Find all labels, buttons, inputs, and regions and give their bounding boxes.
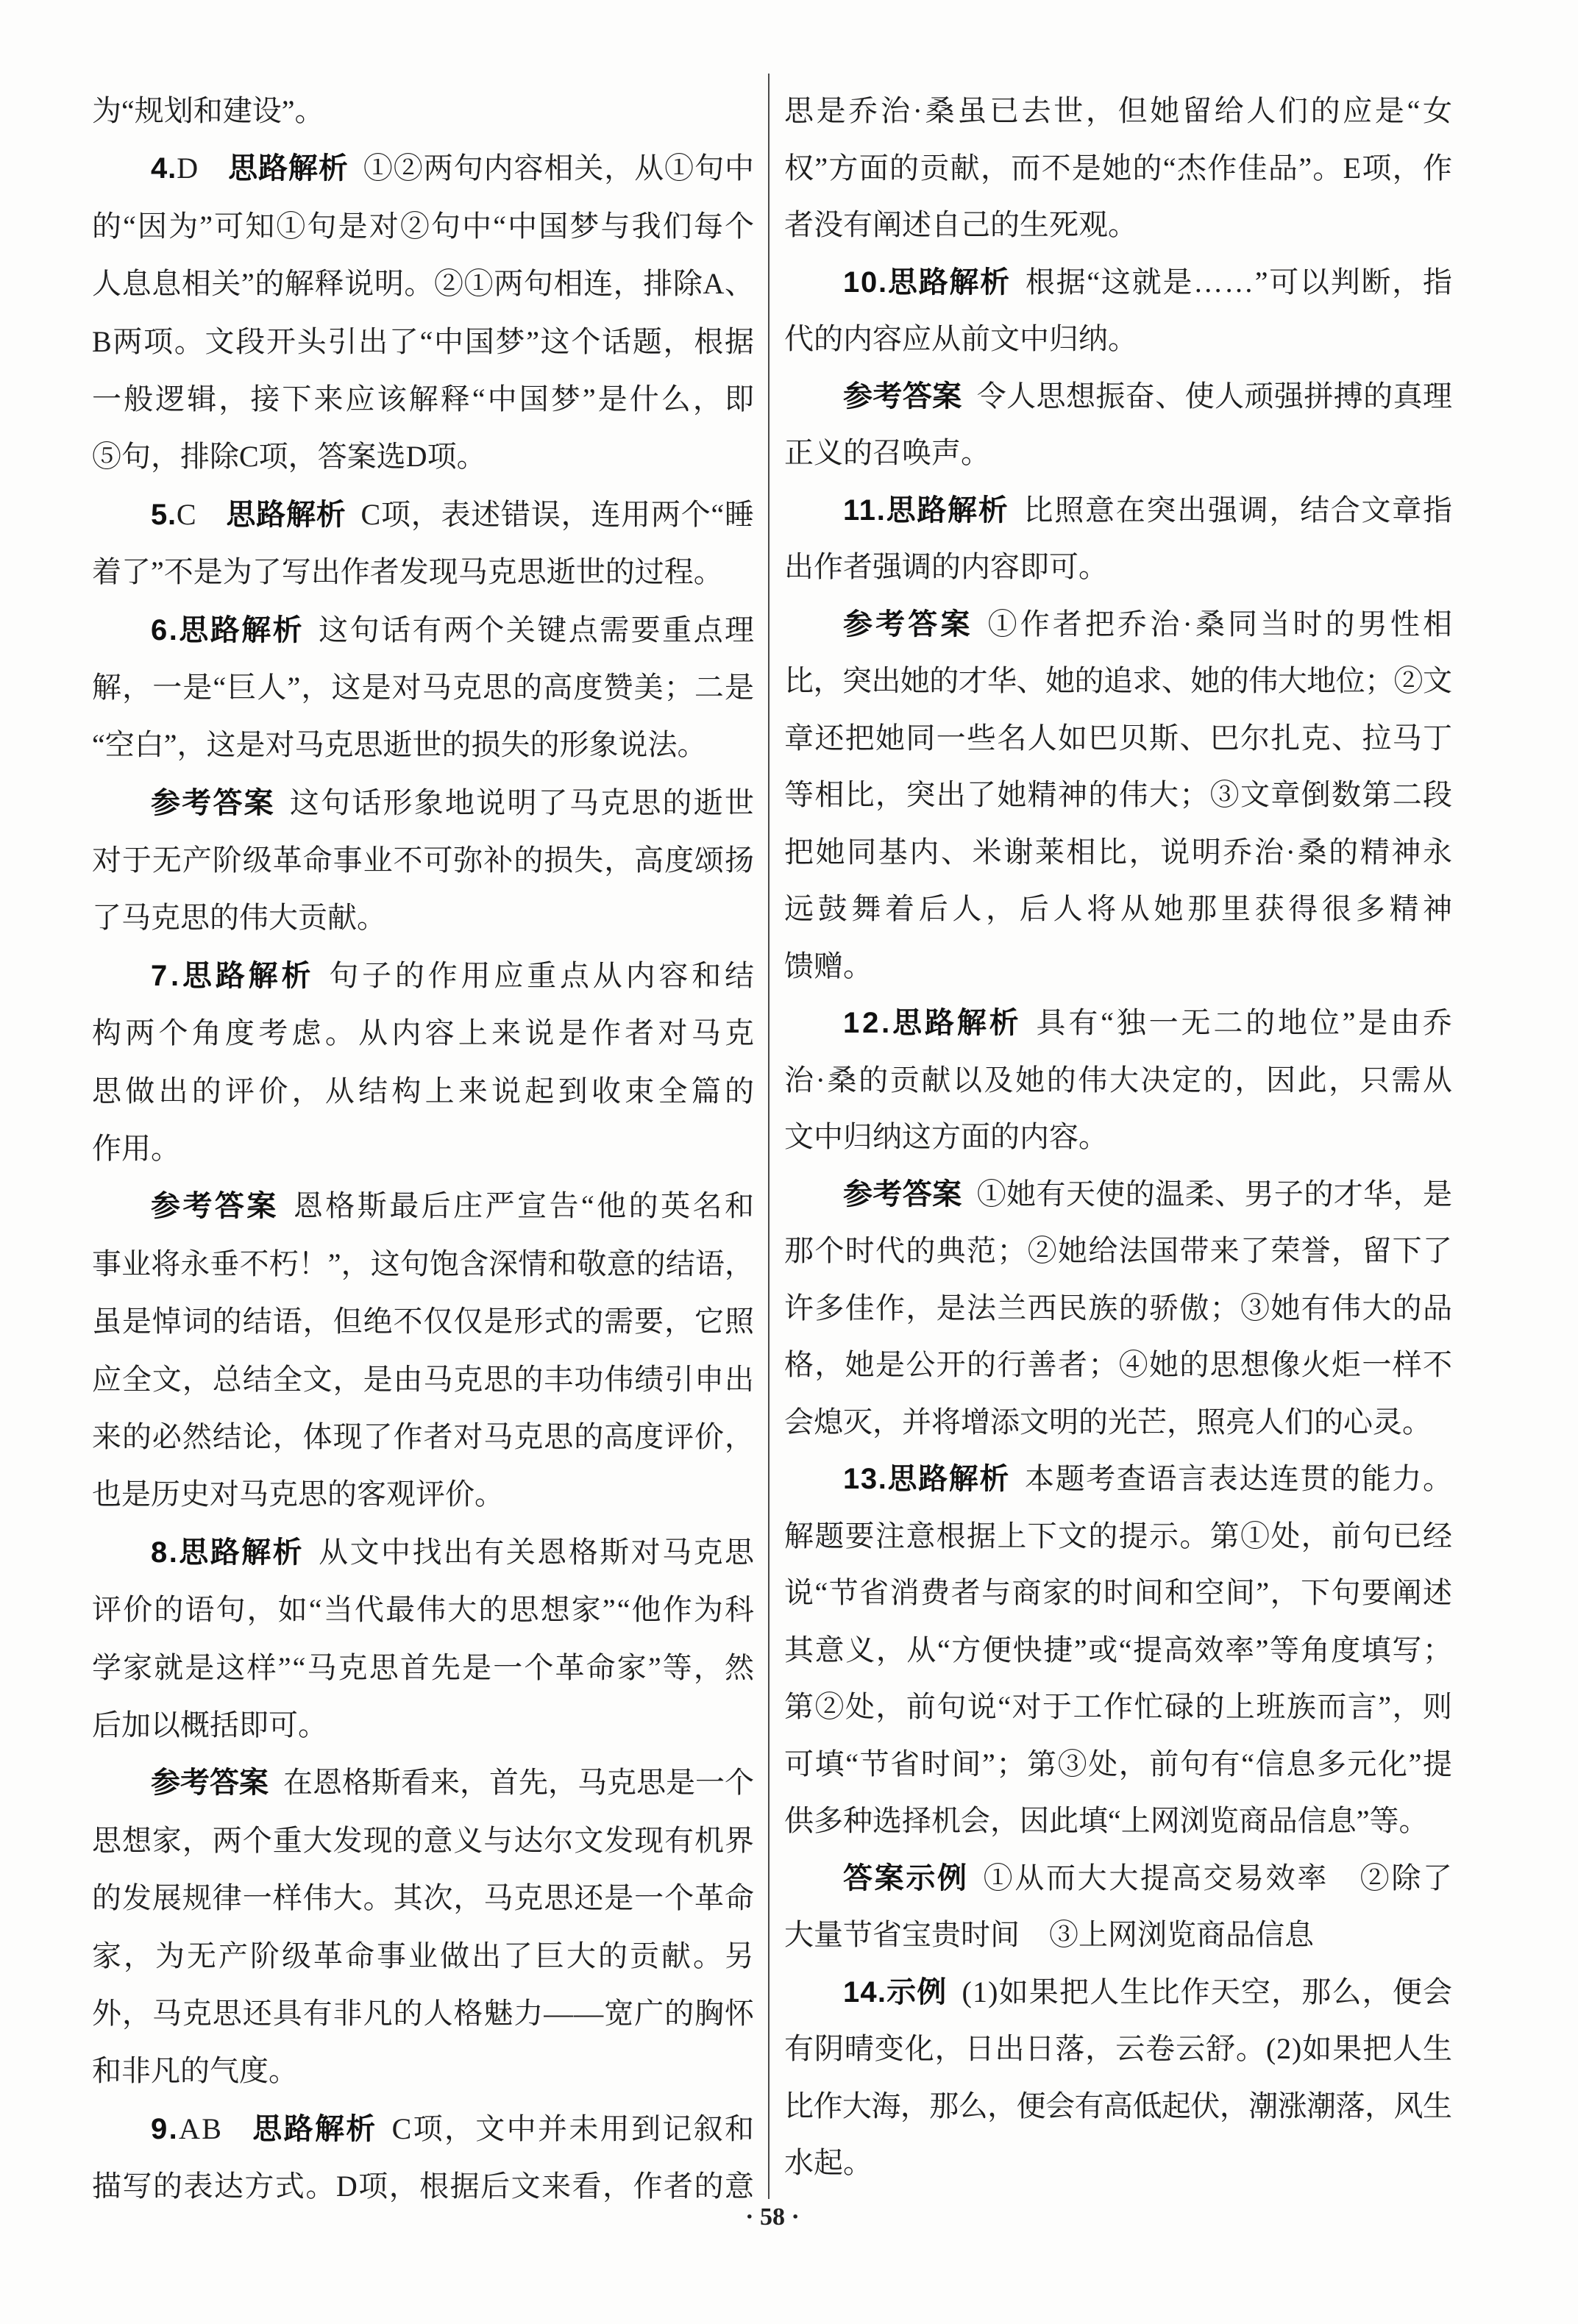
- text-run: C项，文中并未用到记叙和: [391, 2111, 756, 2145]
- line-text: [151, 486, 755, 543]
- text-run: 比，突出她的才华、她的追求、她的伟大地位；②文: [784, 664, 1452, 697]
- text-run: 的“因为”可知①句是对②句中“中国梦与我们每个: [92, 209, 756, 243]
- answer-paragraph: [92, 486, 754, 602]
- text-run: 学家就是这样”“马克思首先是一个革命家”等，然: [92, 1650, 756, 1684]
- section-label: 思路解析: [228, 152, 349, 185]
- line-text: [784, 310, 1137, 368]
- text-line: [92, 1236, 754, 1293]
- line-text: [92, 1985, 755, 2042]
- line-text: [784, 1336, 1453, 1394]
- text-line: [784, 824, 1452, 881]
- line-text: [92, 82, 324, 140]
- line-text: [92, 1005, 758, 1062]
- line-text: [92, 1639, 756, 1697]
- text-run: 有阴晴变化，日出日落，云卷云舒。(2)如果把人生: [784, 2032, 1453, 2065]
- answer-paragraph: [92, 1754, 754, 2100]
- text-run: “空白”，这是对马克思逝世的损失的形象说法。: [92, 728, 707, 762]
- text-line: [92, 1869, 754, 1927]
- answer-paragraph: [784, 482, 1452, 596]
- section-label: 思路解析: [179, 1536, 305, 1569]
- text-run: 远鼓舞着后人，后人将从她那里获得很多精神: [784, 892, 1457, 925]
- section-label: 参考答案: [151, 1767, 269, 1800]
- text-run: ①从而大大提高交易效率 ②除了: [983, 1861, 1454, 1895]
- text-run: 作用。: [92, 1132, 180, 1166]
- line-text: [92, 198, 756, 255]
- item-number: 11.: [843, 493, 886, 527]
- line-text: [784, 710, 1453, 767]
- text-run: 根据“这就是……”可以判断，指: [1025, 265, 1454, 299]
- text-run: 评价的语句，如“当代最伟大的思想家”“他作为科: [92, 1593, 756, 1627]
- line-text: [843, 596, 1455, 654]
- section-label: 思路解析: [887, 265, 1011, 299]
- text-run: 许多佳作，是法兰西民族的骄傲；③她有伟大的品: [784, 1291, 1454, 1325]
- text-line: [784, 1564, 1452, 1622]
- line-text: [92, 716, 707, 774]
- line-text: [151, 947, 758, 1005]
- line-text: [92, 659, 755, 716]
- text-line: [92, 428, 754, 485]
- section-label: 示例: [886, 1975, 948, 2008]
- text-run: 水起。: [784, 2146, 872, 2179]
- page-number: · 58 ·: [745, 2203, 800, 2231]
- line-text: [92, 1466, 504, 1523]
- item-number: 14.: [843, 1975, 887, 2008]
- text-line: [784, 994, 1455, 1052]
- text-line: [92, 1005, 758, 1062]
- section-label: 答案示例: [843, 1861, 969, 1895]
- line-text: [784, 1906, 1314, 1964]
- line-text: [784, 1508, 1453, 1565]
- text-run: 从文中找出有关恩格斯对马克思: [319, 1535, 756, 1569]
- text-line: [784, 254, 1452, 311]
- text-run: 把她同基内、米谢莱相比，说明乔治·桑的精神永: [784, 835, 1454, 869]
- text-line: [784, 1394, 1452, 1451]
- text-run: 应全文，总结全文，是由马克思的丰功伟绩引申出: [92, 1362, 755, 1396]
- line-text: [92, 428, 486, 485]
- text-line: [92, 486, 754, 543]
- text-line: [92, 889, 754, 947]
- line-text: [151, 1177, 756, 1235]
- text-line: [784, 1792, 1452, 1850]
- text-line: [784, 538, 1452, 596]
- line-text: [92, 1408, 755, 1466]
- line-text: [784, 196, 1137, 254]
- text-line: [784, 1280, 1452, 1337]
- text-line: [784, 1222, 1452, 1280]
- text-run: 思做出的评价，从结构上来说起到收束全篇的: [92, 1074, 758, 1108]
- answer-paragraph: [92, 774, 754, 947]
- text-line: [92, 1985, 754, 2042]
- line-text: [92, 1293, 755, 1350]
- text-run: 外，马克思还具有非凡的人格魅力——宽广的胸怀: [92, 1996, 755, 2030]
- answer-paragraph: [92, 140, 757, 485]
- text-run: 也是历史对马克思的客观评价。: [92, 1478, 504, 1511]
- line-text: [784, 1792, 1429, 1850]
- line-text: [784, 766, 1453, 824]
- text-run: 馈赠。: [784, 949, 872, 983]
- text-run: ⑤句，排除C项，答案选D项。: [92, 440, 486, 474]
- line-text: [784, 424, 990, 482]
- item-number: 10.: [843, 265, 888, 299]
- text-line: [92, 947, 758, 1005]
- text-run: 供多种选择机会，因此填“上网浏览商品信息”等。: [784, 1804, 1429, 1837]
- answer-paragraph: [92, 1177, 757, 1523]
- line-text: [843, 1450, 1454, 1508]
- text-line: [92, 1177, 757, 1235]
- text-run: 这句话有两个关键点需要重点理: [319, 613, 756, 646]
- text-line: [784, 2078, 1452, 2135]
- item-number: 13.: [843, 1463, 888, 1495]
- line-text: [151, 774, 756, 832]
- answer-paragraph: [784, 596, 1457, 995]
- text-line: [92, 716, 754, 774]
- text-line: [784, 368, 1452, 425]
- text-line: [784, 1108, 1452, 1166]
- section-label: 参考答案: [843, 1177, 962, 1211]
- text-line: [784, 2020, 1452, 2078]
- left-column: [92, 82, 758, 2215]
- section-label: 思路解析: [892, 1007, 1022, 1039]
- text-line: [92, 1120, 754, 1177]
- text-run: 文中归纳这方面的内容。: [784, 1120, 1108, 1153]
- choice-answer: AB: [179, 2111, 224, 2145]
- text-line: [92, 2158, 754, 2215]
- text-line: [784, 1964, 1452, 2021]
- section-label: 思路解析: [252, 2112, 377, 2145]
- text-run: 那个时代的典范；②她给法国带来了荣誉，留下了: [784, 1234, 1454, 1267]
- text-run: 章还把她同一些名人如巴贝斯、巴尔扎克、拉马丁: [784, 721, 1454, 755]
- text-line: [784, 482, 1452, 539]
- answer-paragraph: [92, 82, 754, 140]
- text-run: 为“规划和建设”。: [92, 94, 324, 127]
- text-run: 思想家，两个重大发现的意义与达尔文发现有机界: [92, 1823, 755, 1857]
- line-text: [843, 1850, 1454, 1908]
- line-text: [92, 313, 756, 371]
- text-run: 代的内容应从前文中归纳。: [784, 322, 1137, 355]
- text-line: [784, 1166, 1452, 1223]
- answer-paragraph: [784, 368, 1452, 482]
- text-line: [784, 1336, 1452, 1394]
- text-run: 虽是悼词的结语，但绝不仅仅是形式的需要，它照: [92, 1305, 755, 1339]
- line-text: [92, 2158, 755, 2215]
- text-run: 着了”不是为了写出作者发现马克思逝世的过程。: [92, 555, 723, 589]
- text-line: [92, 255, 754, 313]
- line-text: [151, 602, 756, 659]
- text-run: 本题考查语言表达连贯的能力。: [1024, 1462, 1454, 1495]
- text-run: 比照意在突出强调，结合文章指: [1023, 493, 1454, 527]
- line-text: [784, 1736, 1454, 1793]
- text-line: [784, 880, 1457, 938]
- text-run: 在恩格斯看来，首先，马克思是一个: [283, 1766, 754, 1800]
- section-label: 参考答案: [151, 1190, 279, 1223]
- text-line: [92, 832, 754, 889]
- text-line: [784, 766, 1452, 824]
- text-line: [92, 2042, 754, 2100]
- line-text: [784, 82, 1455, 140]
- line-text: [92, 1120, 180, 1177]
- line-text: [92, 1869, 755, 1927]
- answer-paragraph: [784, 1850, 1452, 1964]
- section-label: 参考答案: [151, 786, 275, 819]
- text-run: 出作者强调的内容即可。: [784, 550, 1108, 583]
- line-text: [151, 2100, 756, 2158]
- text-run: 格，她是公开的行善者；④她的思想像火炬一样不: [784, 1348, 1454, 1381]
- text-run: 大量节省宝贵时间 ③上网浏览商品信息: [784, 1918, 1314, 1951]
- item-number: 5.: [151, 498, 177, 531]
- section-label: 思路解析: [179, 613, 305, 646]
- line-text: [784, 2020, 1453, 2078]
- line-text: [151, 140, 755, 197]
- choice-answer: C: [176, 497, 197, 531]
- text-line: [784, 1736, 1452, 1793]
- text-run: 这句话形象地说明了马克思的逝世: [289, 785, 756, 819]
- line-text: [92, 2042, 298, 2100]
- line-text: [784, 1678, 1453, 1736]
- answer-paragraph: [784, 1166, 1452, 1451]
- text-line: [92, 2100, 754, 2158]
- line-text: [784, 1280, 1453, 1337]
- text-run: 思是乔治·桑虽已去世，但她留给人们的应是“女: [784, 94, 1455, 127]
- text-line: [92, 543, 754, 601]
- text-run: 说“节省消费者与商家的时间和空间”，下句要阐述: [784, 1576, 1454, 1609]
- text-line: [92, 1697, 754, 1754]
- line-text: [151, 1754, 754, 1811]
- text-run: 可填“节省时间”；第③处，前句有“信息多元化”提: [784, 1747, 1454, 1781]
- answer-paragraph: [92, 947, 758, 1178]
- text-line: [784, 1622, 1452, 1679]
- text-line: [92, 1063, 758, 1120]
- text-run: 了马克思的伟大贡献。: [92, 901, 386, 935]
- text-line: [784, 2134, 1452, 2192]
- text-run: 解，一是“巨人”，这是对马克思的高度赞美；二是: [92, 670, 756, 704]
- text-line: [92, 1408, 754, 1466]
- text-line: [92, 1754, 754, 1811]
- line-text: [784, 538, 1108, 596]
- line-text: [92, 1581, 756, 1639]
- answer-paragraph: [92, 2100, 754, 2216]
- text-line: [92, 1351, 754, 1408]
- text-run: 对于无产阶级革命事业不可弥补的损失，高度颂扬: [92, 844, 755, 877]
- text-line: [784, 82, 1455, 140]
- text-run: 构两个角度考虑。从内容上来说是作者对马克: [92, 1016, 758, 1050]
- text-run: 人息息相关”的解释说明。②①两句相连，排除A、: [92, 267, 755, 301]
- section-label: 思路解析: [887, 1463, 1010, 1495]
- line-text: [92, 1063, 758, 1120]
- text-run: 事业将永垂不朽！”，这句饱含深情和敬意的结语，: [92, 1247, 755, 1280]
- text-line: [784, 596, 1456, 653]
- text-line: [92, 140, 754, 197]
- line-text: [92, 889, 386, 947]
- line-text: [784, 652, 1451, 710]
- choice-answer: D: [177, 152, 199, 185]
- line-text: [92, 543, 723, 601]
- text-line: [784, 1508, 1452, 1565]
- text-run: 治·桑的贡献以及她的伟大决定的，因此，只需从: [784, 1063, 1454, 1097]
- line-text: [843, 1166, 1452, 1224]
- text-run: B两项。文段开头引出了“中国梦”这个话题，根据: [92, 324, 756, 358]
- line-text: [784, 1622, 1454, 1679]
- line-text: [784, 140, 1453, 197]
- text-run: 家，为无产阶级革命事业做出了巨大的贡献。另: [92, 1939, 756, 1972]
- text-line: [92, 1293, 754, 1350]
- line-text: [92, 1697, 327, 1754]
- text-line: [92, 602, 754, 659]
- text-line: [784, 1450, 1452, 1508]
- text-run: ①②两句内容相关，从①句中: [363, 152, 755, 185]
- column-divider: [768, 74, 770, 2199]
- item-number: 4.: [151, 152, 177, 185]
- line-text: [784, 1052, 1454, 1109]
- line-text: [784, 938, 872, 995]
- text-line: [784, 1678, 1452, 1736]
- text-run: 解题要注意根据上下文的提示。第①处，前句已经: [784, 1519, 1454, 1553]
- section-label: 思路解析: [886, 493, 1009, 527]
- line-text: [784, 880, 1457, 938]
- text-run: 具有“独一无二的地位”是由乔: [1036, 1006, 1455, 1039]
- line-text: [92, 371, 756, 428]
- item-number: 9.: [151, 2112, 180, 2145]
- text-run: 等相比，突出了她精神的伟大；③文章倒数第二段: [784, 778, 1454, 811]
- text-line: [92, 1812, 754, 1869]
- text-line: [92, 198, 754, 255]
- text-line: [784, 1850, 1452, 1907]
- text-run: 者没有阐述自己的生死观。: [784, 208, 1137, 241]
- answer-paragraph: [784, 1450, 1452, 1850]
- text-run: 后加以概括即可。: [92, 1708, 327, 1742]
- text-line: [92, 659, 754, 716]
- line-text: [92, 255, 755, 313]
- section-label: 思路解析: [226, 498, 346, 531]
- text-line: [92, 1581, 754, 1639]
- text-run: 正义的召唤声。: [784, 436, 990, 469]
- text-line: [784, 196, 1452, 254]
- line-text: [843, 254, 1454, 312]
- text-run: 句子的作用应重点从内容和结: [329, 958, 758, 992]
- answer-paragraph: [784, 994, 1455, 1166]
- right-column: [784, 82, 1457, 2192]
- text-run: 权”方面的贡献，而不是她的“杰作佳品”。E项，作: [784, 151, 1454, 185]
- text-line: [784, 652, 1452, 710]
- line-text: [784, 1564, 1453, 1622]
- text-run: ①她有天使的温柔、男子的才华，是: [976, 1177, 1453, 1211]
- line-text: [92, 1351, 755, 1408]
- item-number: 12.: [843, 1007, 893, 1039]
- text-run: (1)如果把人生比作天空，那么，便会: [962, 1975, 1454, 2008]
- text-run: 一般逻辑，接下来应该解释“中国梦”是什么，即: [92, 382, 757, 416]
- text-run: C项，表述错误，连用两个“睡: [360, 497, 755, 531]
- text-run: 会熄灭，并将增添文明的光芒，照亮人们的心灵。: [784, 1405, 1432, 1439]
- line-text: [784, 1394, 1432, 1451]
- line-text: [92, 832, 755, 889]
- line-text: [92, 1812, 755, 1869]
- line-text: [843, 1964, 1453, 2022]
- text-line: [784, 310, 1452, 368]
- line-text: [784, 2078, 1451, 2135]
- text-line: [784, 1906, 1452, 1964]
- text-line: [92, 1928, 754, 1985]
- section-label: 参考答案: [843, 379, 962, 413]
- line-text: [151, 1524, 756, 1581]
- answer-paragraph: [92, 1524, 754, 1755]
- text-run: 恩格斯最后庄严宣告“他的英名和: [293, 1189, 757, 1223]
- text-run: 比作大海，那么，便会有高低起伏，潮涨潮落，风生: [784, 2089, 1452, 2122]
- text-line: [92, 1466, 754, 1523]
- line-text: [784, 2134, 872, 2192]
- line-text: [843, 994, 1455, 1052]
- text-line: [784, 710, 1452, 767]
- text-run: 来的必然结论，体现了作者对马克思的高度评价，: [92, 1419, 755, 1453]
- section-label: 参考答案: [843, 607, 973, 641]
- item-number: 7.: [151, 959, 182, 992]
- text-line: [92, 1639, 754, 1697]
- text-run: ①作者把乔治·桑同当时的男性相: [987, 607, 1456, 641]
- line-text: [92, 1236, 754, 1293]
- answer-paragraph: [784, 254, 1452, 368]
- text-line: [92, 774, 754, 832]
- text-line: [92, 313, 754, 371]
- line-text: [843, 482, 1454, 540]
- line-text: [784, 824, 1454, 881]
- line-text: [784, 1108, 1108, 1166]
- text-line: [784, 1052, 1452, 1109]
- text-line: [784, 424, 1452, 482]
- line-text: [784, 1222, 1453, 1280]
- item-number: 6.: [151, 613, 180, 646]
- text-run: 的发展规律一样伟大。其次，马克思还是一个革命: [92, 1881, 755, 1915]
- answer-paragraph: [784, 82, 1455, 254]
- text-line: [92, 371, 757, 428]
- line-text: [92, 1928, 756, 1985]
- text-run: 和非凡的气度。: [92, 2054, 298, 2088]
- line-text: [843, 368, 1452, 426]
- text-run: 第②处，前句说“对于工作忙碌的上班族而言”，则: [784, 1690, 1454, 1723]
- text-run: 令人思想振奋、使人顽强拼搏的真理: [976, 379, 1453, 413]
- answer-paragraph: [92, 602, 754, 774]
- section-label: 思路解析: [182, 959, 315, 992]
- text-run: 描写的表达方式。D项，根据后文来看，作者的意: [92, 2170, 756, 2203]
- text-run: 其意义，从“方便快捷”或“提高效率”等角度填写；: [784, 1633, 1454, 1667]
- text-line: [784, 140, 1452, 197]
- text-line: [92, 82, 754, 140]
- answer-paragraph: [784, 1964, 1452, 2192]
- item-number: 8.: [151, 1536, 180, 1569]
- text-line: [92, 1524, 754, 1581]
- text-line: [784, 938, 1452, 995]
